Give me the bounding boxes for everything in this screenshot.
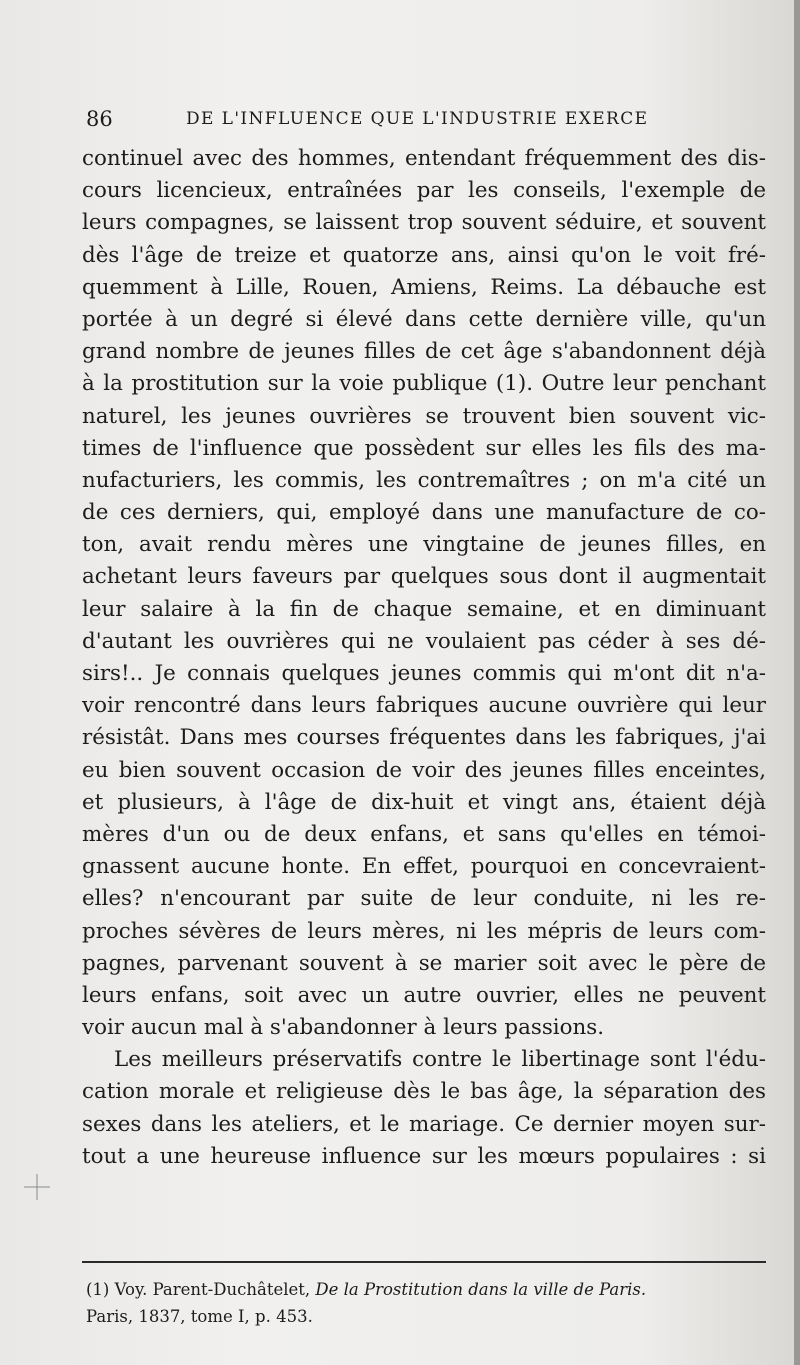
text-line: leurs compagnes, se laissent trop souvent séduire, et souvent [82,210,766,236]
text-line: achetant leurs faveurs par quelques sous dont il augmentait [82,564,766,590]
text-line: portée à un degré si élevé dans cette dernière ville, qu'un [82,306,766,332]
text-line: à la prostitution sur la voie publique (1). Outre leur penchant [82,371,766,397]
paragraph-start-line: Les meilleurs préservatifs contre le libertinage sont l'édu- [114,1047,766,1073]
text-line: dès l'âge de treize et quatorze ans, ainsi qu'on le voit fré- [82,242,766,268]
text-line: proches sévères de leurs mères, ni les mépris de leurs com- [82,918,766,944]
text-line: sirs!.. Je connais quelques jeunes commis qui m'ont dit n'a- [82,661,766,686]
page-edge-shadow [794,0,800,1365]
text-line: cours licencieux, entraînées par les conseils, l'exemple de [82,178,766,204]
text-line: et plusieurs, à l'âge de dix-huit et vingt ans, étaient déjà [82,789,766,815]
footnote-line-1 [86,1276,766,1303]
footnote-rule [82,1261,766,1263]
text-line: times de l'influence que possèdent sur elles les fils des ma- [82,435,766,461]
running-title: DE L'INFLUENCE QUE L'INDUSTRIE EXERCE [186,109,649,129]
text-line: leurs enfans, soit avec un autre ouvrier, elles ne peuvent [82,982,766,1008]
text-line: nufacturiers, les commis, les contremaîtres ; on m'a cité un [82,467,766,493]
text-line: continuel avec des hommes, entendant fréquemment des dis- [82,146,766,171]
text-line: résistât. Dans mes courses fréquentes dans les fabriques, j'ai [82,725,766,751]
text-line: tout a une heureuse influence sur les mœurs populaires : si [82,1143,766,1169]
body-text [82,143,766,1173]
text-line: d'autant les ouvrières qui ne voulaient pas céder à ses dé- [82,628,766,654]
footnote-work-title: De la Prostitution dans la ville de Paris. [315,1280,647,1299]
text-line: grand nombre de jeunes filles de cet âge s'abandonnent déjà [82,339,766,365]
text-line: leur salaire à la fin de chaque semaine, et en diminuant [82,596,766,622]
text-line: gnassent aucune honte. En effet, pourquoi en concevraient- [82,854,766,880]
text-line: voir rencontré dans leurs fabriques aucune ouvrière qui leur [82,693,766,719]
text-line: de ces derniers, qui, employé dans une manufacture de co- [82,500,766,526]
text-line: eu bien souvent occasion de voir des jeunes filles enceintes, [82,757,766,783]
text-line: elles? n'encourant par suite de leur conduite, ni les re- [82,886,766,912]
footnote-line-2: Paris, 1837, tome I, p. 453. [86,1307,313,1326]
scan-crosshair-mark [22,1172,52,1202]
footnote-citation: (1) Voy. Parent-Duchâtelet, [86,1280,316,1299]
text-line: quemment à Lille, Rouen, Amiens, Reims. La débauche est [82,274,766,300]
text-line: pagnes, parvenant souvent à se marier soit avec le père de [82,950,766,976]
page-number: 86 [86,107,113,131]
text-line: cation morale et religieuse dès le bas âge, la séparation des [82,1079,766,1105]
text-line: naturel, les jeunes ouvrières se trouvent bien souvent vic- [82,403,766,429]
running-head [86,104,766,134]
text-line: mères d'un ou de deux enfans, et sans qu'elles en témoi- [82,821,766,847]
text-line: ton, avait rendu mères une vingtaine de jeunes filles, en [82,532,766,558]
text-line: sexes dans les ateliers, et le mariage. Ce dernier moyen sur- [82,1111,766,1137]
paragraph-end-line: voir aucun mal à s'abandonner à leurs passions. [82,1015,605,1041]
footnote [86,1276,766,1330]
